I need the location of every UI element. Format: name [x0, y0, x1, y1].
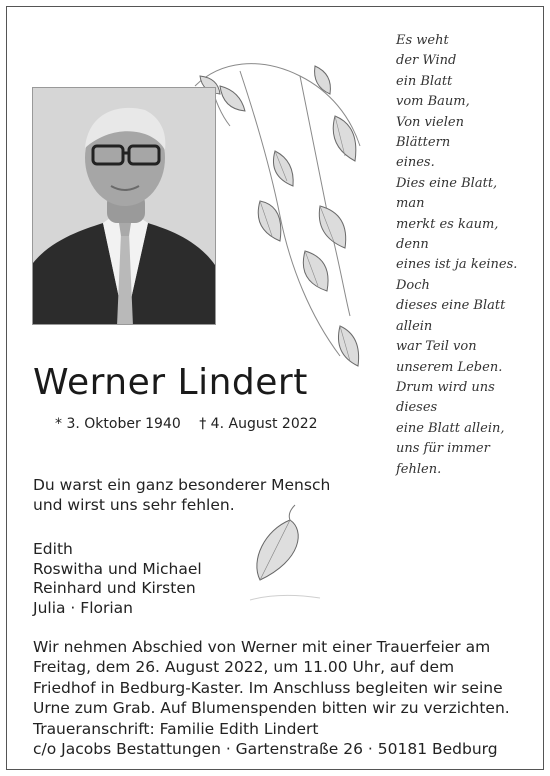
- notice-line: Urne zum Grab. Auf Blumenspenden bitten wir zu verzichten.: [33, 699, 510, 718]
- poem-line: ein Blatt: [396, 73, 453, 89]
- death-date: † 4. August 2022: [199, 416, 318, 432]
- intro-line: und wirst uns sehr fehlen.: [33, 496, 235, 514]
- intro-text: [33, 475, 330, 515]
- life-dates: [55, 416, 332, 432]
- poem-line: unserem Leben.: [396, 359, 503, 375]
- poem-line: uns für immer: [396, 441, 490, 457]
- deceased-name: Werner Lindert: [33, 362, 308, 403]
- family-member: Reinhard und Kirsten: [33, 579, 196, 597]
- poem-line: Dies eine Blatt,: [396, 175, 498, 191]
- poem-line: Drum wird uns: [396, 379, 495, 395]
- poem-line: der Wind: [396, 53, 457, 69]
- notice-line: Freitag, dem 26. August 2022, um 11.00 Uhr, auf dem: [33, 658, 455, 677]
- poem-line: allein: [396, 318, 433, 334]
- family-member: Edith: [33, 540, 73, 558]
- family-member: Roswitha und Michael: [33, 559, 202, 578]
- poem-line: Blättern: [396, 135, 451, 151]
- poem-line: war Teil von: [396, 339, 477, 355]
- single-leaf-illustration: [240, 500, 330, 610]
- family-member: Julia · Florian: [33, 598, 133, 617]
- poem-line: eines ist ja keines.: [396, 257, 518, 273]
- notice-line: c/o Jacobs Bestattungen · Gartenstraße 26 · 50181 Bedburg: [33, 740, 498, 759]
- poem-line: eines.: [396, 155, 435, 171]
- birth-date: * 3. Oktober 1940: [55, 416, 181, 432]
- notice-line: Traueranschrift: Familie Edith Lindert: [33, 719, 319, 738]
- poem-line: man: [396, 196, 425, 212]
- poem-line: fehlen.: [396, 461, 442, 477]
- portrait-photo: [32, 87, 216, 325]
- poem-line: Es weht: [396, 33, 449, 48]
- poem-line: vom Baum,: [396, 94, 470, 110]
- family-list: [33, 540, 202, 618]
- poem-line: eine Blatt allein,: [396, 420, 505, 436]
- notice-line: Wir nehmen Abschied von Werner mit einer Trauerfeier am: [33, 638, 491, 656]
- poem: [396, 31, 546, 480]
- poem-line: Von vielen: [396, 114, 464, 130]
- funeral-notice: [33, 637, 523, 759]
- notice-line: Friedhof in Bedburg-Kaster. Im Anschluss begleiten wir seine: [33, 678, 503, 697]
- poem-line: dieses: [396, 400, 438, 416]
- poem-line: merkt es kaum,: [396, 216, 499, 232]
- poem-line: Doch: [396, 277, 430, 293]
- intro-line: Du warst ein ganz besonderer Mensch: [33, 476, 331, 494]
- poem-line: denn: [396, 237, 429, 253]
- portrait-illustration: [33, 88, 216, 325]
- poem-line: dieses eine Blatt: [396, 298, 506, 314]
